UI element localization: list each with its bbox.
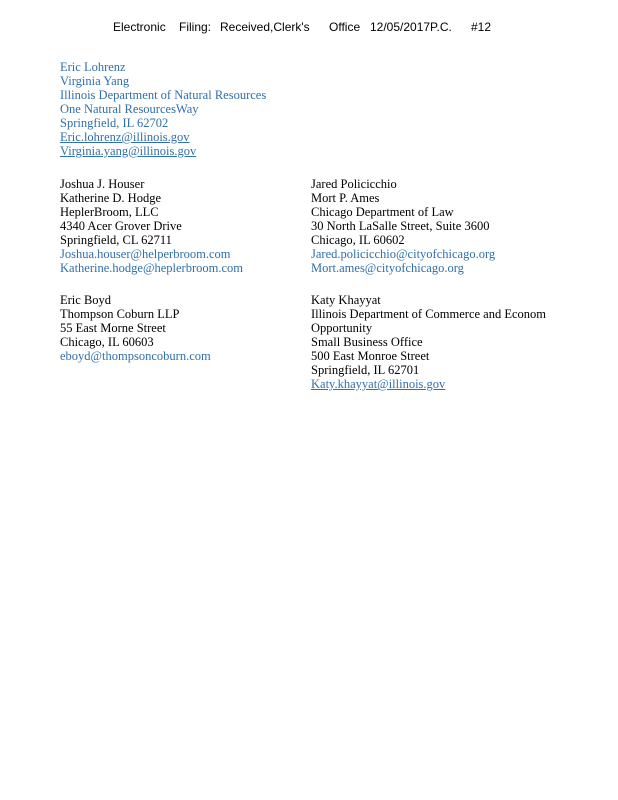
contact-name: Katy Khayyat [311,293,381,307]
contact-name: Eric Lohrenz [60,60,126,74]
contact-organization: Opportunity [311,321,373,335]
contact-address: One Natural ResourcesWay [60,102,199,116]
contact-address: 55 East Morne Street [60,321,166,335]
header-office: Office [329,20,361,34]
contact-name: Jared Policicchio [311,177,397,191]
filing-header [0,20,618,36]
contact-organization: HeplerBroom, LLC [60,205,159,219]
contact-name: Virginia Yang [60,74,130,88]
contact-block-thompson-coburn [60,293,211,363]
contact-organization: Illinois Department of Commerce and Econom [311,307,547,321]
contact-office: Small Business Office [311,335,423,349]
contact-address: 4340 Acer Grover Drive [60,219,182,233]
email-link[interactable]: Eric.lohrenz@illinois.gov [60,130,190,144]
contact-block-heplerbroom [60,177,243,275]
email-link[interactable]: Joshua.houser@helperbroom.com [60,247,231,261]
header-electronic: Electronic [113,20,166,34]
header-filing: Filing: [179,20,212,34]
header-number: #12 [471,20,492,34]
header-date: 12/05/2017P.C. [370,20,452,34]
contact-city: Springfield, IL 62702 [60,116,169,130]
contact-organization: Thompson Coburn LLP [60,307,180,321]
email-link[interactable]: Virginia.yang@illinois.gov [60,144,197,158]
email-link[interactable]: eboyd@thompsoncoburn.com [60,349,211,363]
contact-block-chicago-law [311,177,495,275]
contact-name: Katherine D. Hodge [60,191,162,205]
contact-city: Springfield, CL 62711 [60,233,172,247]
email-link[interactable]: Jared.policicchio@cityofchicago.org [311,247,496,261]
contact-name: Mort P. Ames [311,191,380,205]
header-received: Received,Clerk's [220,20,310,34]
email-link[interactable]: Katherine.hodge@heplerbroom.com [60,261,243,275]
contact-block-commerce [311,293,559,391]
email-link[interactable]: Katy.khayyat@illinois.gov [311,377,446,391]
contact-address: 500 East Monroe Street [311,349,430,363]
contact-city: Chicago, IL 60602 [311,233,405,247]
contact-city: Chicago, IL 60603 [60,335,154,349]
contact-organization: Illinois Department of Natural Resources [60,88,267,102]
contact-name: Eric Boyd [60,293,112,307]
contact-block-top [60,60,266,158]
contact-organization: Chicago Department of Law [311,205,454,219]
email-link[interactable]: Mort.ames@cityofchicago.org [311,261,464,275]
contact-city: Springfield, IL 62701 [311,363,420,377]
contact-address: 30 North LaSalle Street, Suite 3600 [311,219,490,233]
contact-name: Joshua J. Houser [60,177,145,191]
